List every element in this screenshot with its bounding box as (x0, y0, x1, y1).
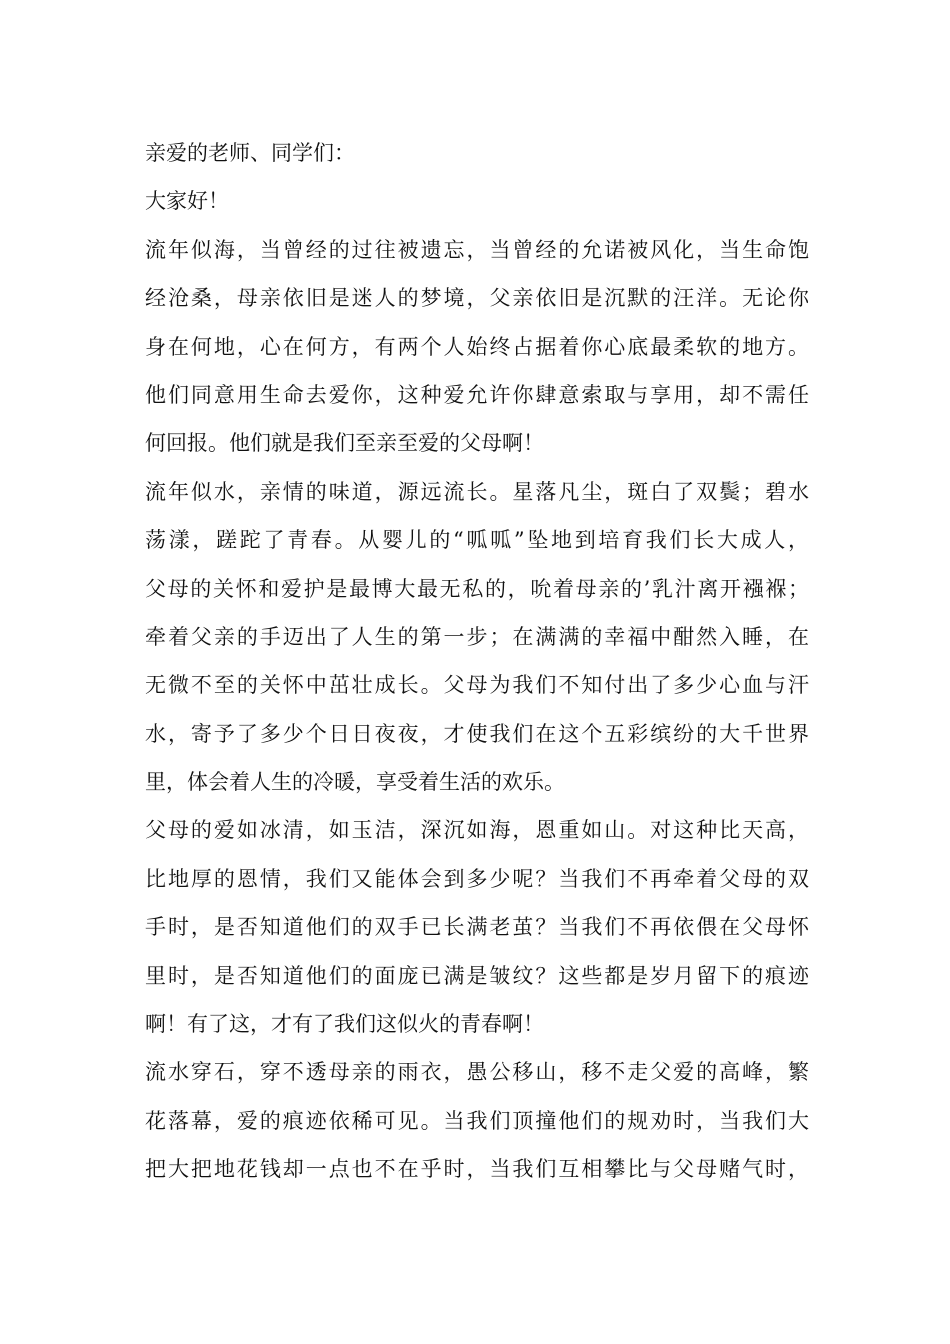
greeting: 大家好！ (145, 189, 229, 214)
paragraph-line: 他们同意用生命去爱你，这种爱允许你肆意索取与享用，却不需任 (145, 382, 809, 407)
paragraph-line: 流水穿石，穿不透母亲的雨衣，愚公移山，移不走父爱的高峰，繁 (145, 1060, 809, 1085)
paragraph-line: 比地厚的恩情，我们又能体会到多少呢？当我们不再牵着父母的双 (145, 866, 809, 891)
paragraph-line: 经沧桑，母亲依旧是迷人的梦境，父亲依旧是沉默的汪洋。无论你 (145, 286, 809, 311)
paragraph-line: 身在何地，心在何方，有两个人始终占据着你心底最柔软的地方。 (145, 334, 809, 359)
paragraph-line: 何回报。他们就是我们至亲至爱的父母啊！ (145, 431, 544, 456)
paragraph-line: 里，体会着人生的冷暖，享受着生活的欢乐。 (145, 770, 565, 795)
paragraph-line: 无微不至的关怀中茁壮成长。父母为我们不知付出了多少心血与汗 (145, 673, 809, 698)
paragraph-line: 荡漾，蹉跎了青春。从婴儿的“呱呱”坠地到培育我们长大成人， (145, 528, 809, 553)
paragraph-line: 把大把地花钱却一点也不在乎时，当我们互相攀比与父母赌气时， (145, 1157, 809, 1182)
speech-text (145, 133, 809, 1198)
paragraph-line: 流年似水，亲情的味道，源远流长。星落凡尘，斑白了双鬓；碧水 (145, 479, 809, 504)
paragraph-line: 水，寄予了多少个日日夜夜，才使我们在这个五彩缤纷的大千世界 (145, 721, 809, 746)
salutation: 亲爱的老师、同学们： (145, 141, 355, 165)
paragraph-line: 手时，是否知道他们的双手已长满老茧？当我们不再依偎在父母怀 (145, 915, 809, 940)
paragraph-line: 流年似海，当曾经的过往被遗忘，当曾经的允诺被风化，当生命饱 (145, 237, 809, 262)
paragraph-line: 父母的关怀和爱护是最博大最无私的，吮着母亲的’乳汁离开襁褓； (145, 576, 809, 601)
paragraph-line: 父母的爱如冰清，如玉洁，深沉如海，恩重如山。对这种比天高， (145, 818, 809, 843)
paragraph-line: 花落幕，爱的痕迹依稀可见。当我们顶撞他们的规劝时，当我们大 (145, 1108, 809, 1133)
paragraph-line: 啊！有了这，才有了我们这似火的青春啊！ (145, 1012, 544, 1037)
paragraph-line: 牵着父亲的手迈出了人生的第一步；在满满的幸福中酣然入睡，在 (145, 624, 809, 649)
paragraph-line: 里时，是否知道他们的面庞已满是皱纹？这些都是岁月留下的痕迹 (145, 963, 809, 988)
